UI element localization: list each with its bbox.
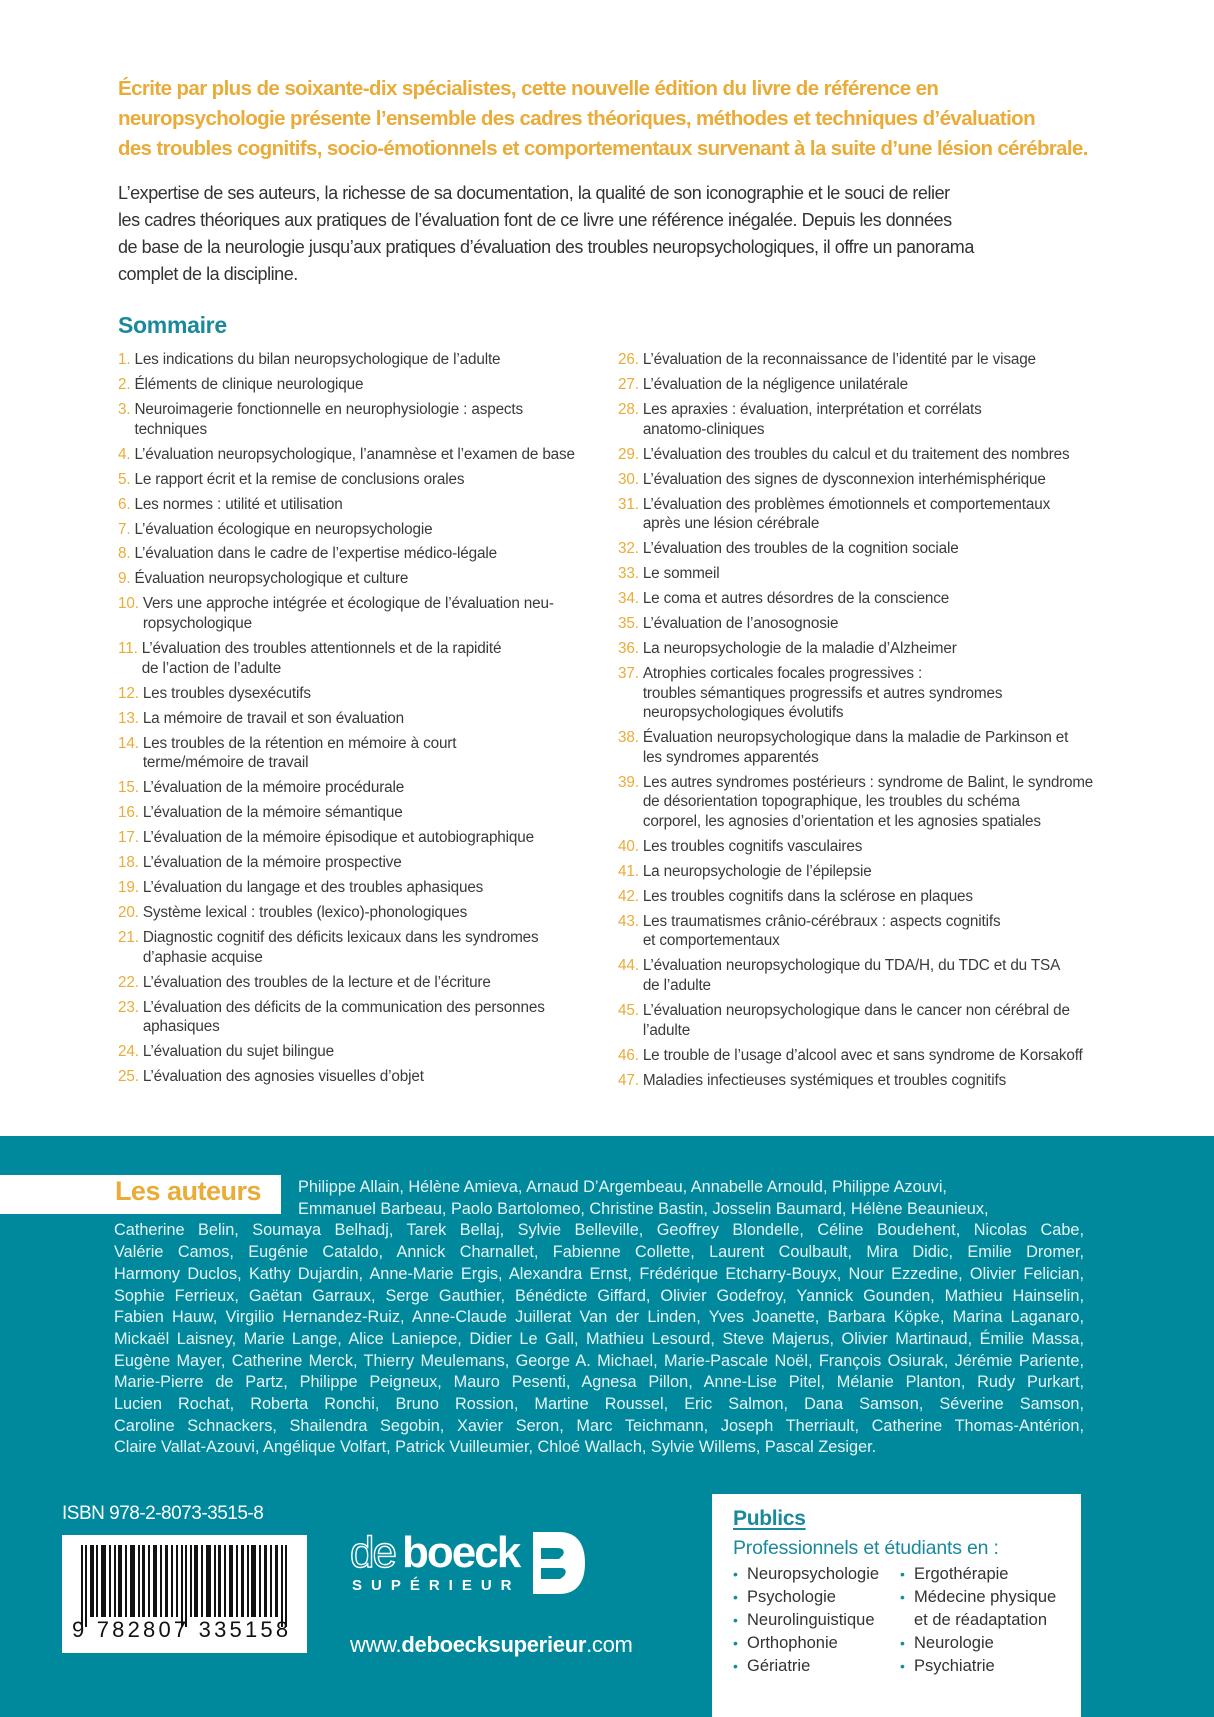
toc-item-line: Les traumatismes crânio-cérébraux : aspects cognitifs [642,912,1001,930]
toc-item-line: Les indications du bilan neuropsychologique de l’adulte [134,351,501,368]
toc-item-title [134,495,598,515]
toc-column-left [118,350,598,1092]
authors-line: Mickaël Laisney, Marie Lange, Alice Laniepce, Didier Le Gall, Mathieu Lesourd, Steve Majerus, Olivier Martinaud, Émilie Massa, [114,1329,1084,1348]
toc-item [118,375,598,395]
toc-item-line: Neuroimagerie fonctionnelle en neurophysiologie : aspects [134,400,524,418]
toc-item-line: de l’action de l’adulte [141,659,282,677]
toc-item [118,998,598,1037]
bullet-icon: • [733,1612,738,1628]
toc-item-line: L’évaluation de la négligence unilatérale [642,375,908,393]
toc-item-line: troubles sémantiques progressifs et autres syndromes [642,684,1003,702]
toc-item [618,887,1098,907]
toc-item-line: L’évaluation des déficits de la communication des personnes [142,998,545,1016]
toc-item-title [143,1067,598,1087]
toc-item-line: de désorientation topographique, les troubles du schéma [642,793,1020,811]
toc-item-title [643,956,1098,995]
toc-item-title [143,853,598,873]
toc-item [118,569,598,589]
toc-item-title [643,862,1098,882]
toc-item [618,470,1098,490]
toc-item [118,709,598,729]
authors-line: Sophie Ferrieux, Gaëtan Garraux, Serge Gauthier, Bénédicte Giffard, Olivier Godefroy, Yannick Gounden, Mathieu Hainselin, [114,1286,1084,1305]
publics-item [900,1632,1056,1655]
publics-item [733,1586,879,1609]
intro-body-line: les cadres théoriques aux pratiques de l’évaluation font de ce livre une référence inégalée. Depuis les données [118,210,952,230]
toc-item [618,375,1098,395]
toc-item [118,778,598,798]
authors-heading: Les auteurs [114,1176,261,1206]
publics-item-line: et de réadaptation [914,1611,1048,1629]
toc-item [618,445,1098,465]
toc-item-line: L’évaluation neuropsychologique du TDA/H, du TDC et du TSA [642,957,1061,975]
toc-item-title [143,734,598,773]
authors-line: Marie-Pierre de Partz, Philippe Peigneux, Mauro Pesenti, Agnesa Pillon, Anne-Lise Pitel, Mélanie Planton, Rudy Purkart, [114,1373,1084,1392]
authors-line: Emmanuel Barbeau, Paolo Bartolomeo, Christine Bastin, Josselin Baumard, Hélène Beaunieux, [298,1199,989,1218]
intro-body-paragraph [118,180,1088,288]
authors-line: Claire Vallat-Azouvi, Angélique Volfart, Patrick Vuilleumier, Chloé Wallach, Sylvie Willems, Pascal Zesiger. [114,1438,877,1457]
toc-item [118,520,598,540]
toc-item [618,912,1098,951]
toc-item-number: 24. [118,1043,139,1061]
toc-item-line: La mémoire de travail et son évaluation [142,709,404,727]
toc-item [118,594,598,633]
publics-item [900,1586,1056,1632]
toc-item-number: 39. [618,773,639,791]
toc-item-line: L’évaluation des troubles de la lecture et de l’écriture [142,973,491,991]
toc-item-line: Diagnostic cognitif des déficits lexicaux dans les syndromes [142,929,539,947]
toc-item-title [643,564,1098,584]
toc-item-number: 4. [118,445,131,463]
toc-item-number: 16. [118,804,139,822]
toc-item-title [134,400,598,439]
toc-item-line: Les apraxies : évaluation, interprétation et corrélats [642,400,982,418]
publics-item-label [747,1609,875,1632]
toc-item-line: terme/mémoire de travail [142,754,309,772]
toc-item-line: aphasiques [142,1018,220,1036]
toc-item-number: 46. [618,1046,639,1064]
toc-item-number: 34. [618,590,639,608]
toc-item-title [643,728,1098,767]
toc-item-line: L’évaluation du sujet bilingue [142,1043,334,1061]
toc-item-number: 38. [618,729,639,747]
toc-item-title [134,544,598,564]
toc-item-title [643,773,1099,832]
website-domain: deboecksuperieur [401,1632,587,1657]
toc-item [618,862,1098,882]
toc-item-line: Les troubles de la rétention en mémoire à court [142,734,457,752]
toc-item-number: 44. [618,957,639,975]
toc-item [118,495,598,515]
logo-subtitle: SUPÉRIEUR [352,1577,521,1594]
publics-item-label [747,1655,810,1678]
toc-item-number: 14. [118,734,139,752]
toc-item-number: 19. [118,879,139,897]
publics-item-line: Psychologie [747,1588,836,1606]
publics-item [733,1632,879,1655]
toc-item-number: 40. [618,837,639,855]
toc-item-number: 18. [118,854,139,872]
toc-item-line: L’évaluation de la mémoire procédurale [142,779,405,797]
toc-item-number: 28. [618,400,639,418]
toc-item-line: L’évaluation des agnosies visuelles d’objet [142,1068,424,1086]
toc-item [118,1067,598,1087]
publics-item-line: Médecine physique [914,1588,1057,1606]
toc-item-title [643,400,1098,439]
publics-column-right [900,1563,1056,1678]
toc-item [118,878,598,898]
toc-item [618,1071,1098,1091]
publics-item [733,1563,879,1586]
toc-item [118,350,598,370]
toc-item-title [643,837,1098,857]
toc-item [618,350,1098,370]
toc-item-number: 7. [118,520,131,538]
toc-item-title [143,1042,598,1062]
publics-item-line: Neurologie [914,1634,994,1652]
toc-item-line: de l’adulte [642,977,711,995]
toc-item-line: Éléments de clinique neurologique [134,375,364,393]
toc-item-line: Les normes : utilité et utilisation [134,495,343,513]
toc-item [618,837,1098,857]
authors-line: Catherine Belin, Soumaya Belhadj, Tarek Bellaj, Sylvie Belleville, Geoffrey Blondelle, Céline Boudehent, Nicolas Cabe, [114,1221,1084,1240]
toc-item-line: Le rapport écrit et la remise de conclusions orales [134,470,465,488]
toc-item-title [134,375,598,395]
toc-item-line: Évaluation neuropsychologique et culture [134,570,409,588]
publics-item-label [747,1586,836,1609]
toc-item-line: Le trouble de l’usage d’alcool avec et sans syndrome de Korsakoff [642,1046,1083,1064]
toc-item-title [643,350,1098,370]
toc-item-title [142,639,598,678]
toc-item-line: techniques [134,420,207,438]
toc-item-title [143,778,598,798]
toc-item-line: l’adulte [642,1021,691,1039]
bullet-icon: • [900,1658,905,1674]
toc-item-number: 15. [118,779,139,797]
authors-line: Caroline Schnackers, Shailendra Segobin, Xavier Seron, Marc Teichmann, Joseph Therriault, Catherine Thomas-Antérion, [114,1416,1084,1435]
publics-item-line: Psychiatrie [914,1657,995,1675]
toc-item [118,400,598,439]
toc-item-line: L’évaluation écologique en neuropsychologie [134,520,433,538]
authors-list [114,1177,1084,1459]
publics-item-line: Neuropsychologie [747,1565,880,1583]
toc-item-number: 26. [618,351,639,368]
toc-item-line: La neuropsychologie de la maladie d’Alzheimer [642,640,957,658]
toc-item-title [143,828,598,848]
toc-item [618,564,1098,584]
deboeck-b-logo-icon [533,1532,585,1594]
bullet-icon: • [733,1635,738,1651]
toc-item [118,1042,598,1062]
toc-item-number: 27. [618,375,639,393]
isbn-label: ISBN 978-2-8073-3515-8 [62,1503,264,1524]
toc-item-title [143,709,598,729]
sommaire-heading: Sommaire [118,312,227,338]
toc-item-title [143,803,598,823]
intro-body-line: L’expertise de ses auteurs, la richesse de sa documentation, la qualité de son iconographie et le souci de relier [118,183,950,203]
website-suffix: .com [586,1632,633,1657]
publics-item-label [747,1563,879,1586]
authors-line: Lucien Rochat, Roberta Ronchi, Bruno Rossion, Martine Roussel, Eric Salmon, Dana Samson, Séverine Samson, [114,1395,1084,1414]
toc-item [118,973,598,993]
toc-item-number: 6. [118,495,131,513]
toc-item-line: L’évaluation des signes de dysconnexion interhémisphérique [642,470,1046,488]
toc-item-line: L’évaluation neuropsychologique dans le cancer non cérébral de [642,1002,1070,1020]
website-link[interactable] [350,1632,633,1658]
publics-item [900,1655,1056,1678]
toc-item-line: L’évaluation de la mémoire prospective [142,854,402,872]
toc-item [118,544,598,564]
toc-item-line: ropsychologique [142,615,252,633]
toc-item-line: Les troubles cognitifs vasculaires [642,837,863,855]
toc-item-number: 12. [118,684,139,702]
toc-item [618,539,1098,559]
publics-item [733,1655,879,1678]
toc-item-number: 35. [618,615,639,633]
toc-item-number: 43. [618,912,639,930]
toc-item-number: 45. [618,1002,639,1020]
toc-item-number: 21. [118,929,139,947]
barcode-digits: 9 782807 335158 [72,1617,292,1642]
toc-item-number: 47. [618,1071,639,1089]
publics-item [900,1563,1056,1586]
toc-item-line: L’évaluation des troubles du calcul et du traitement des nombres [642,445,1070,463]
toc-item-number: 8. [118,545,131,563]
toc-item-number: 25. [118,1068,139,1086]
barcode [62,1535,307,1653]
toc-item [618,1046,1098,1066]
toc-item-title [134,470,598,490]
toc-item-title [643,664,1098,723]
toc-item-title [143,878,598,898]
authors-line: Fabien Hauw, Virgilio Hernandez-Ruiz, Anne-Claude Juillerat Van der Linden, Yves Joanette, Barbara Köpke, Marina Laganaro, [114,1308,1084,1327]
toc-item-title [643,539,1098,559]
toc-item [118,803,598,823]
toc-item-line: L’évaluation des troubles attentionnels et de la rapidité [141,640,502,658]
toc-item [118,828,598,848]
publisher-logo [350,1528,600,1608]
toc-item-title [643,887,1098,907]
publics-item-label [747,1632,838,1655]
toc-item [618,773,1098,832]
toc-item-title [143,684,598,704]
toc-item [618,614,1098,634]
toc-item-line: Les autres syndromes postérieurs : syndrome de Balint, le syndrome [642,773,1093,791]
intro-lead-line: des troubles cognitifs, socio-émotionnels et comportementaux survenant à la suite d’une lésion cérébrale. [118,137,1088,160]
barcode-bars-icon [81,1545,287,1627]
toc-item-line: les syndromes apparentés [642,748,819,766]
toc-item-line: Atrophies corticales focales progressives : [642,665,923,683]
toc-item-title [143,973,598,993]
publics-item [733,1609,879,1632]
publics-heading: Publics [733,1507,806,1530]
toc-item-title [643,1071,1098,1091]
toc-item-number: 31. [618,495,639,513]
toc-item [618,728,1098,767]
toc-item [618,956,1098,995]
toc-item-line: L’évaluation de l’anosognosie [642,615,839,633]
toc-item-number: 41. [618,862,639,880]
authors-line: Eugène Mayer, Catherine Merck, Thierry Meulemans, George A. Michael, Marie-Pascale Noël, François Osiurak, Jérémie Pariente, [114,1351,1084,1370]
toc-item [618,639,1098,659]
toc-item [118,853,598,873]
toc-item-number: 9. [118,570,131,588]
toc-item-line: Les troubles dysexécutifs [142,684,311,702]
publics-item-label [914,1655,995,1678]
toc-item-line: L’évaluation dans le cadre de l’expertise médico-légale [134,545,497,563]
toc-item [618,495,1098,534]
toc-item-title [134,445,598,465]
toc-item-number: 17. [118,829,139,847]
toc-item-line: et comportementaux [642,932,780,950]
toc-item-number: 23. [118,998,139,1016]
toc-item [618,400,1098,439]
publics-item-label [914,1632,994,1655]
toc-item-line: L’évaluation de la mémoire épisodique et autobiographique [142,829,534,847]
toc-item-title [643,614,1098,634]
toc-item-number: 36. [618,640,639,658]
toc-item-line: Le sommeil [642,565,720,583]
website-prefix: www. [350,1632,402,1657]
toc-item-title [643,1046,1098,1066]
publics-item-line: Neurolinguistique [747,1611,875,1629]
toc-item [118,928,598,967]
logo-light-text: de [350,1528,395,1577]
publics-column-left [733,1563,879,1678]
toc-item [118,684,598,704]
toc-item-line: neuropsychologiques évolutifs [642,704,844,722]
toc-item-line: d’aphasie acquise [142,948,263,966]
toc-item-line: L’évaluation neuropsychologique, l’anamnèse et l’examen de base [134,445,575,463]
intro-body-line: complet de la discipline. [118,264,298,284]
toc-item-line: après une lésion cérébrale [642,515,820,533]
publics-subtitle: Professionnels et étudiants en : [733,1537,999,1559]
authors-line: Harmony Duclos, Kathy Dujardin, Anne-Marie Ergis, Alexandra Ernst, Frédérique Etcharry-Bouyx, Nour Ezzedine, Olivier Felician, [114,1264,1084,1283]
publics-item-label [914,1563,1008,1586]
toc-item [118,639,598,678]
toc-item-line: Les troubles cognitifs dans la sclérose en plaques [642,887,973,905]
toc-item-number: 29. [618,445,639,463]
toc-item-title [143,903,598,923]
toc-item-number: 20. [118,904,139,922]
publics-item-line: Orthophonie [747,1634,838,1652]
toc-item-line: Évaluation neuropsychologique dans la maladie de Parkinson et [642,729,1069,747]
toc-item-title [143,928,598,967]
toc-item-title [643,639,1098,659]
toc-item-number: 37. [618,665,639,683]
toc-item-line: Maladies infectieuses systémiques et troubles cognitifs [642,1071,1007,1089]
logo-bold-text: boeck [402,1528,520,1577]
intro-lead-paragraph [118,74,1088,164]
toc-item-title [143,998,598,1037]
publics-item-line: Gériatrie [747,1657,811,1675]
toc-item-title [143,594,598,633]
toc-item-line: L’évaluation du langage et des troubles aphasiques [142,879,484,897]
toc-item-number: 1. [118,351,131,368]
toc-item-line: L’évaluation des troubles de la cognition sociale [642,540,959,558]
intro-body-line: de base de la neurologie jusqu’aux pratiques d’évaluation des troubles neuropsychologiques, il offre un panorama [118,237,974,257]
toc-item-title [643,470,1098,490]
publics-item-line: Ergothérapie [914,1565,1009,1583]
toc-item-line: corporel, les agnosies d’orientation et les agnosies spatiales [642,812,1041,830]
toc-item [118,470,598,490]
toc-item [118,445,598,465]
toc-item-number: 30. [618,470,639,488]
toc-item-line: L’évaluation des problèmes émotionnels et comportementaux [642,495,1051,513]
toc-item-line: anatomo-cliniques [642,420,765,438]
bullet-icon: • [900,1589,905,1605]
toc-item-number: 22. [118,973,139,991]
toc-column-right [618,350,1098,1096]
bullet-icon: • [900,1635,905,1651]
toc-item-line: Vers une approche intégrée et écologique de l’évaluation neu- [142,595,554,613]
toc-item-number: 2. [118,375,131,393]
toc-item-title [643,375,1098,395]
toc-item-title [134,350,598,370]
authors-line: Valérie Camos, Eugénie Cataldo, Annick Charnallet, Fabienne Collette, Laurent Coulbault, Mira Didic, Emilie Dromer, [114,1243,1084,1262]
toc-item-line: Le coma et autres désordres de la conscience [642,590,950,608]
toc-item-line: L’évaluation de la mémoire sémantique [142,804,403,822]
publics-item-label [914,1586,1056,1632]
toc-item-title [643,495,1098,534]
bullet-icon: • [733,1589,738,1605]
toc-item-number: 32. [618,540,639,558]
bullet-icon: • [900,1566,905,1582]
toc-item [618,664,1098,723]
toc-item-title [134,520,598,540]
toc-item-number: 5. [118,470,131,488]
intro-lead-line: Écrite par plus de soixante-dix spécialistes, cette nouvelle édition du livre de référence en [118,77,939,100]
toc-item [118,903,598,923]
toc-item-title [643,445,1098,465]
toc-item-number: 13. [118,709,139,727]
authors-line: Philippe Allain, Hélène Amieva, Arnaud D’Argembeau, Annabelle Arnould, Philippe Azouvi, [298,1178,947,1196]
toc-item-number: 11. [118,640,138,658]
toc-item-number: 10. [118,595,139,613]
toc-item-line: L’évaluation de la reconnaissance de l’identité par le visage [642,351,1036,368]
toc-item [618,589,1098,609]
toc-item-line: La neuropsychologie de l’épilepsie [642,862,872,880]
intro-lead-line: neuropsychologie présente l’ensemble des cadres théoriques, méthodes et techniques d’évaluation [118,107,1036,130]
toc-item [118,734,598,773]
toc-item-title [643,589,1098,609]
toc-item [618,1001,1098,1040]
publics-box [712,1494,1081,1717]
toc-item-title [643,912,1098,951]
toc-item-number: 33. [618,565,639,583]
toc-item-line: Système lexical : troubles (lexico)-phonologiques [142,904,468,922]
toc-item-number: 3. [118,400,131,418]
toc-item-title [643,1001,1098,1040]
bullet-icon: • [733,1658,738,1674]
toc-item-title [134,569,598,589]
bullet-icon: • [733,1566,738,1582]
toc-item-number: 42. [618,887,639,905]
